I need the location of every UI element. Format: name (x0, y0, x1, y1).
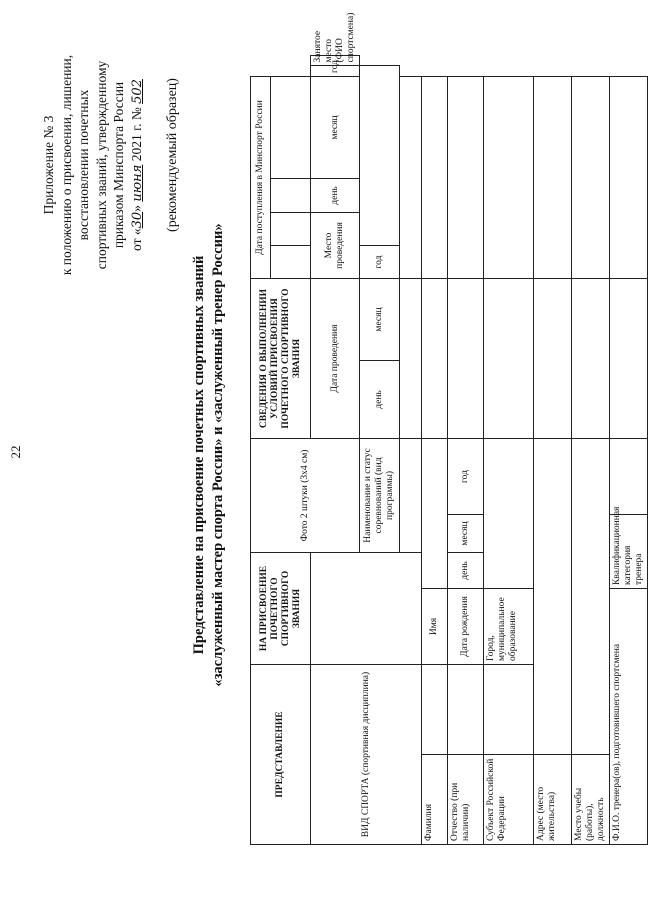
name-label: Имя (422, 589, 448, 665)
day-label: день (311, 178, 360, 212)
month-label: месяц (311, 76, 360, 178)
representation-header: ПРЕДСТАВЛЕНИЕ (251, 665, 311, 845)
name-value (422, 438, 448, 588)
year-label: год (311, 66, 360, 76)
results-row-2-b (422, 76, 448, 278)
birth-date-label: Дата рождения (448, 589, 484, 665)
results-row-1-a (400, 278, 422, 438)
representation-form-table (250, 12, 648, 845)
birth-year-label: год (448, 438, 484, 514)
appendix-line: восстановлении почетных (76, 89, 91, 241)
recommended-sample-note: (рекомендуемый образец) (165, 78, 180, 232)
qualification-value (610, 438, 648, 514)
photo-cell: Фото 2 штуки (3х4 см) (251, 438, 360, 552)
work-value (572, 438, 610, 754)
appendix-date-line (128, 15, 147, 315)
city-value (484, 438, 534, 588)
results-row-1-b (400, 76, 422, 278)
appendix-line: к положению о присвоении, лишении, (58, 54, 74, 276)
title-line-1: Представление на присвоение почетных спортивных званий (191, 255, 207, 655)
surname-value (422, 665, 448, 755)
results-row-5-b (534, 76, 572, 278)
appendix-line: спортивных званий, утвержденному (93, 60, 109, 270)
place-held-header: Место проведения (311, 212, 360, 278)
qualification-label: Квалификационная категория тренера (610, 514, 648, 588)
title-line-2: «заслуженный мастер спорта России» и «заслуженный тренер России» (210, 223, 226, 687)
address-label: Адрес (место жительства) (534, 755, 572, 845)
competition-name-header: Наименование и статус соревнований (вид программы) (360, 438, 400, 552)
patronymic-value (448, 665, 484, 755)
date-received-header: Дата поступления в Минспорт России (251, 76, 271, 278)
patronymic-label: Отчество (при наличии) (448, 755, 484, 845)
sport-type-label: ВИД СПОРТА (спортивная дисциплина) (311, 665, 422, 845)
date-received-month-value (271, 212, 311, 245)
subject-rf-label: Субъект Российской Федерации (484, 755, 534, 845)
held-month-label: месяц (360, 278, 400, 360)
results-row-5-a (534, 278, 572, 438)
results-row-6-b (572, 76, 610, 278)
date-prefix: от « (128, 228, 144, 251)
birth-day-label: день (448, 552, 484, 588)
handwritten-day: 30 (129, 211, 145, 229)
date-year: 2021 г. № (128, 103, 144, 165)
place-taken-header: Занятое место (ФИО спортсмена) (311, 56, 360, 66)
results-row-4-b (484, 76, 534, 278)
results-row-3-b (448, 76, 484, 278)
coaches-label: Ф.И.О. тренера(ов), подготовившего спортсмена (610, 589, 648, 845)
handwritten-number: 502 (129, 79, 145, 104)
appendix-header (40, 15, 146, 315)
date-received-year-value (271, 178, 311, 212)
date-mid: » (128, 201, 144, 212)
conditions-header: СВЕДЕНИЯ О ВЫПОЛНЕНИИ УСЛОВИЙ ПРИСВОЕНИЯ ПОЧЕТНОГО СПОРТИВНОГО ЗВАНИЯ (251, 278, 311, 438)
sport-type-value (311, 552, 422, 664)
results-row-7-b (610, 76, 648, 278)
held-day-label: день (360, 360, 400, 438)
handwritten-month: июня (129, 164, 145, 202)
results-row-4-a (484, 278, 534, 438)
address-value (534, 438, 572, 754)
city-label: Город, муниципальное образование (484, 589, 534, 665)
work-label: Место учебы (работы), должность (572, 755, 610, 845)
page-number: 22 (8, 445, 23, 459)
date-received-day-value (271, 245, 311, 278)
held-year-label: год (360, 245, 400, 278)
results-row-3-a (448, 278, 484, 438)
results-row-6-a (572, 278, 610, 438)
results-row-2-a (422, 278, 448, 438)
results-row-7-a (610, 278, 648, 438)
document-title (190, 65, 228, 845)
subject-rf-value (484, 665, 534, 755)
birth-month-label: месяц (448, 514, 484, 552)
appendix-line: приказом Минспорта России (111, 81, 126, 249)
results-blank (360, 66, 400, 246)
date-held-header: Дата проведения (311, 278, 360, 438)
conferment-header: НА ПРИСВОЕНИЕ ПОЧЕТНОГО СПОРТИВНОГО ЗВАНИЯ (251, 552, 311, 664)
surname-label: Фамилия (422, 755, 448, 845)
appendix-line: Приложение № 3 (41, 115, 56, 215)
photo-blank (400, 438, 422, 552)
date-received-extra (271, 76, 311, 178)
